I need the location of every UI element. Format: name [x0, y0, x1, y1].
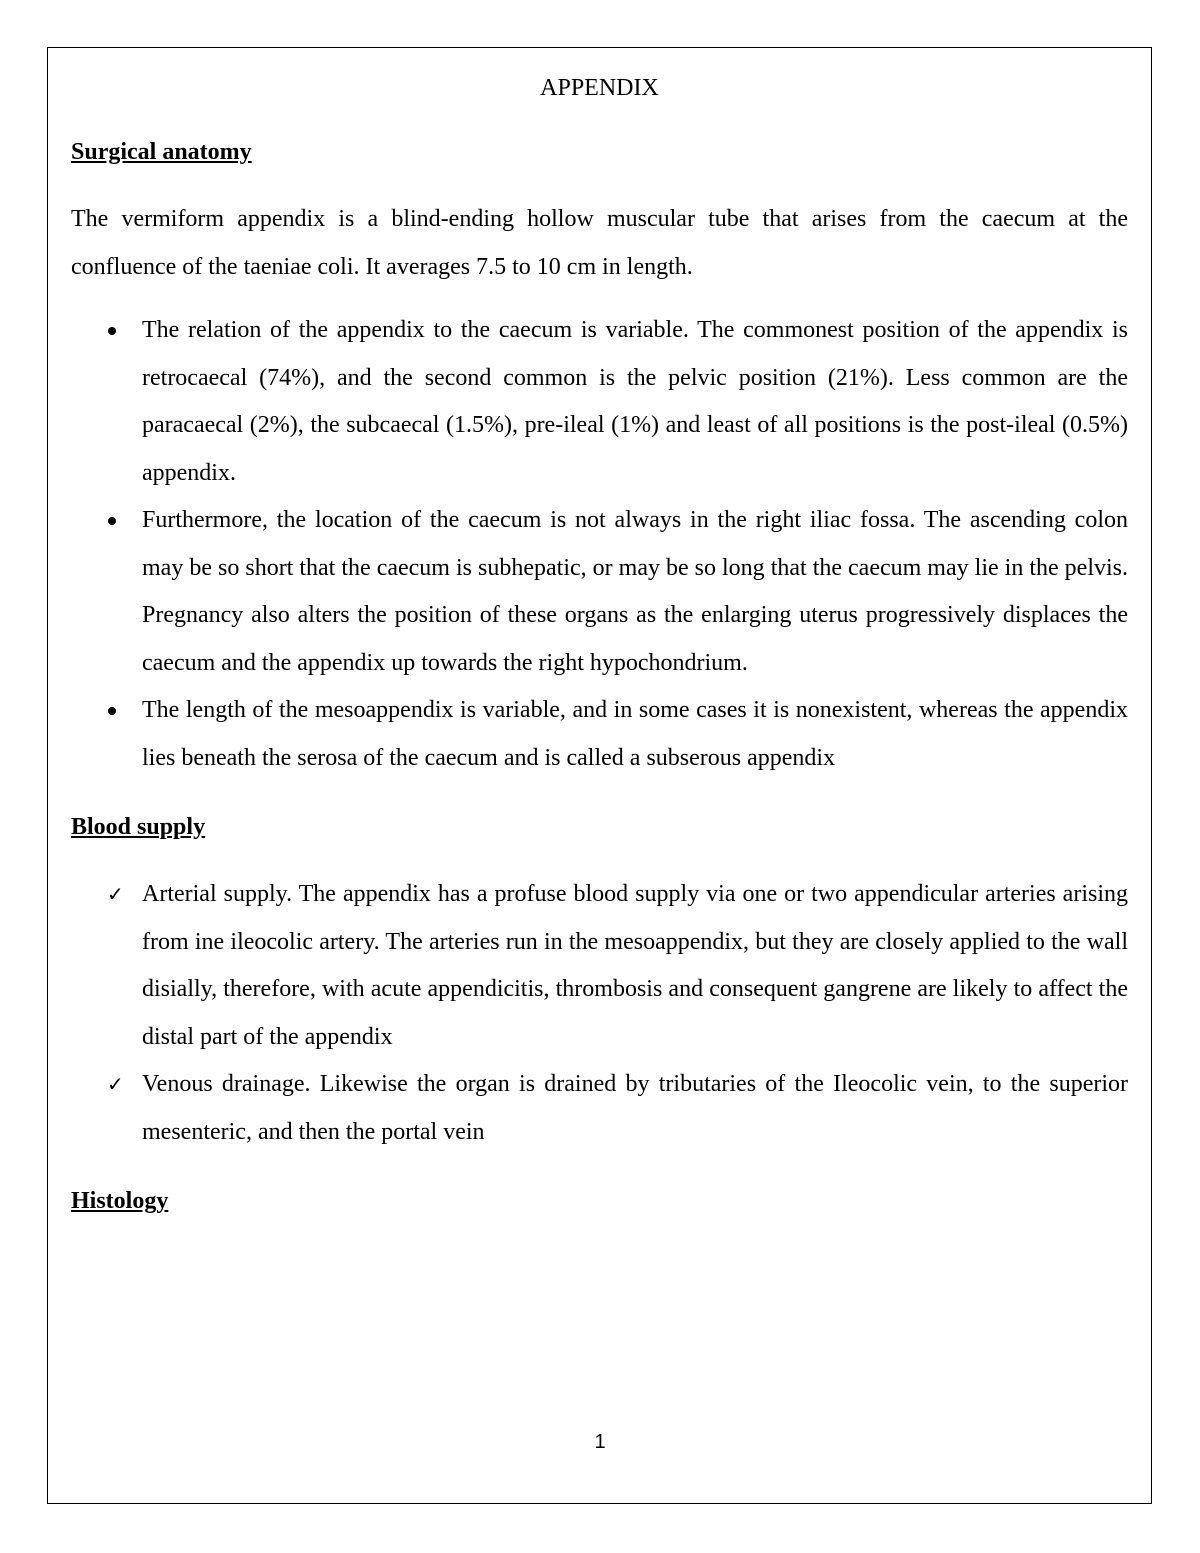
page-title: APPENDIX [540, 75, 659, 101]
section-heading-surgical-anatomy: Surgical anatomy [71, 139, 252, 165]
checkmark-icon: ✓ [107, 1072, 124, 1096]
list-item-text: The relation of the appendix to the caecum is variable. The commonest position of the appendix is retrocaecal (74%), and the second common is the pelvic position (21%). Less common are the paracaecal (2%), the subcaecal (1.5%), pre-ileal (1%) and least of all positions is the post-ileal (0.5%) appendix. [142, 317, 1128, 486]
list-item [71, 871, 1128, 1061]
list-item-text: The length of the mesoappendix is variable, and in some cases it is nonexistent, whereas the appendix lies beneath the serosa of the caecum and is called a subserous appendix [142, 697, 1128, 771]
list-item [71, 307, 1128, 497]
list-item [71, 687, 1128, 782]
bullet-dot-icon [108, 327, 116, 335]
section-surgical-anatomy [71, 134, 1128, 782]
list-item-text: Furthermore, the location of the caecum is not always in the right iliac fossa. The ascending colon may be so short that the caecum is subhepatic, or may be so long that the caecum may lie in the pelvis. Pregnancy also alters the position of these organs as the enlarging uterus progressively displaces the caecum and the appendix up towards the right hypochondrium. [142, 507, 1128, 676]
bullet-dot-icon [108, 517, 116, 525]
page-number: 1 [594, 1431, 606, 1453]
list-item [71, 497, 1128, 687]
document-body [71, 70, 1128, 1219]
list-item-text: Arterial supply. The appendix has a profuse blood supply via one or two appendicular arteries arising from ine ileocolic artery. The arteries run in the mesoappendix, but they are closely applied to the wall disially, therefore, with acute appendicitis, thrombosis and consequent gangrene are likely to affect the distal part of the appendix [142, 881, 1128, 1050]
section-heading-blood-supply: Blood supply [71, 814, 206, 840]
intro-paragraph: The vermiform appendix is a blind-ending hollow muscular tube that arises from the caecum at the confluence of the taeniae coli. It averages 7.5 to 10 cm in length. [71, 206, 1128, 280]
section-histology [71, 1183, 1128, 1219]
list-item [71, 1061, 1128, 1156]
bullet-dot-icon [108, 707, 116, 715]
section-blood-supply [71, 809, 1128, 1156]
section-heading-histology: Histology [71, 1188, 169, 1214]
blood-supply-check-list [71, 871, 1128, 1156]
list-item-text: Venous drainage. Likewise the organ is drained by tributaries of the Ileocolic vein, to the superior mesenteric, and then the portal vein [142, 1071, 1128, 1145]
checkmark-icon: ✓ [107, 882, 124, 906]
anatomy-bullet-list [71, 307, 1128, 782]
